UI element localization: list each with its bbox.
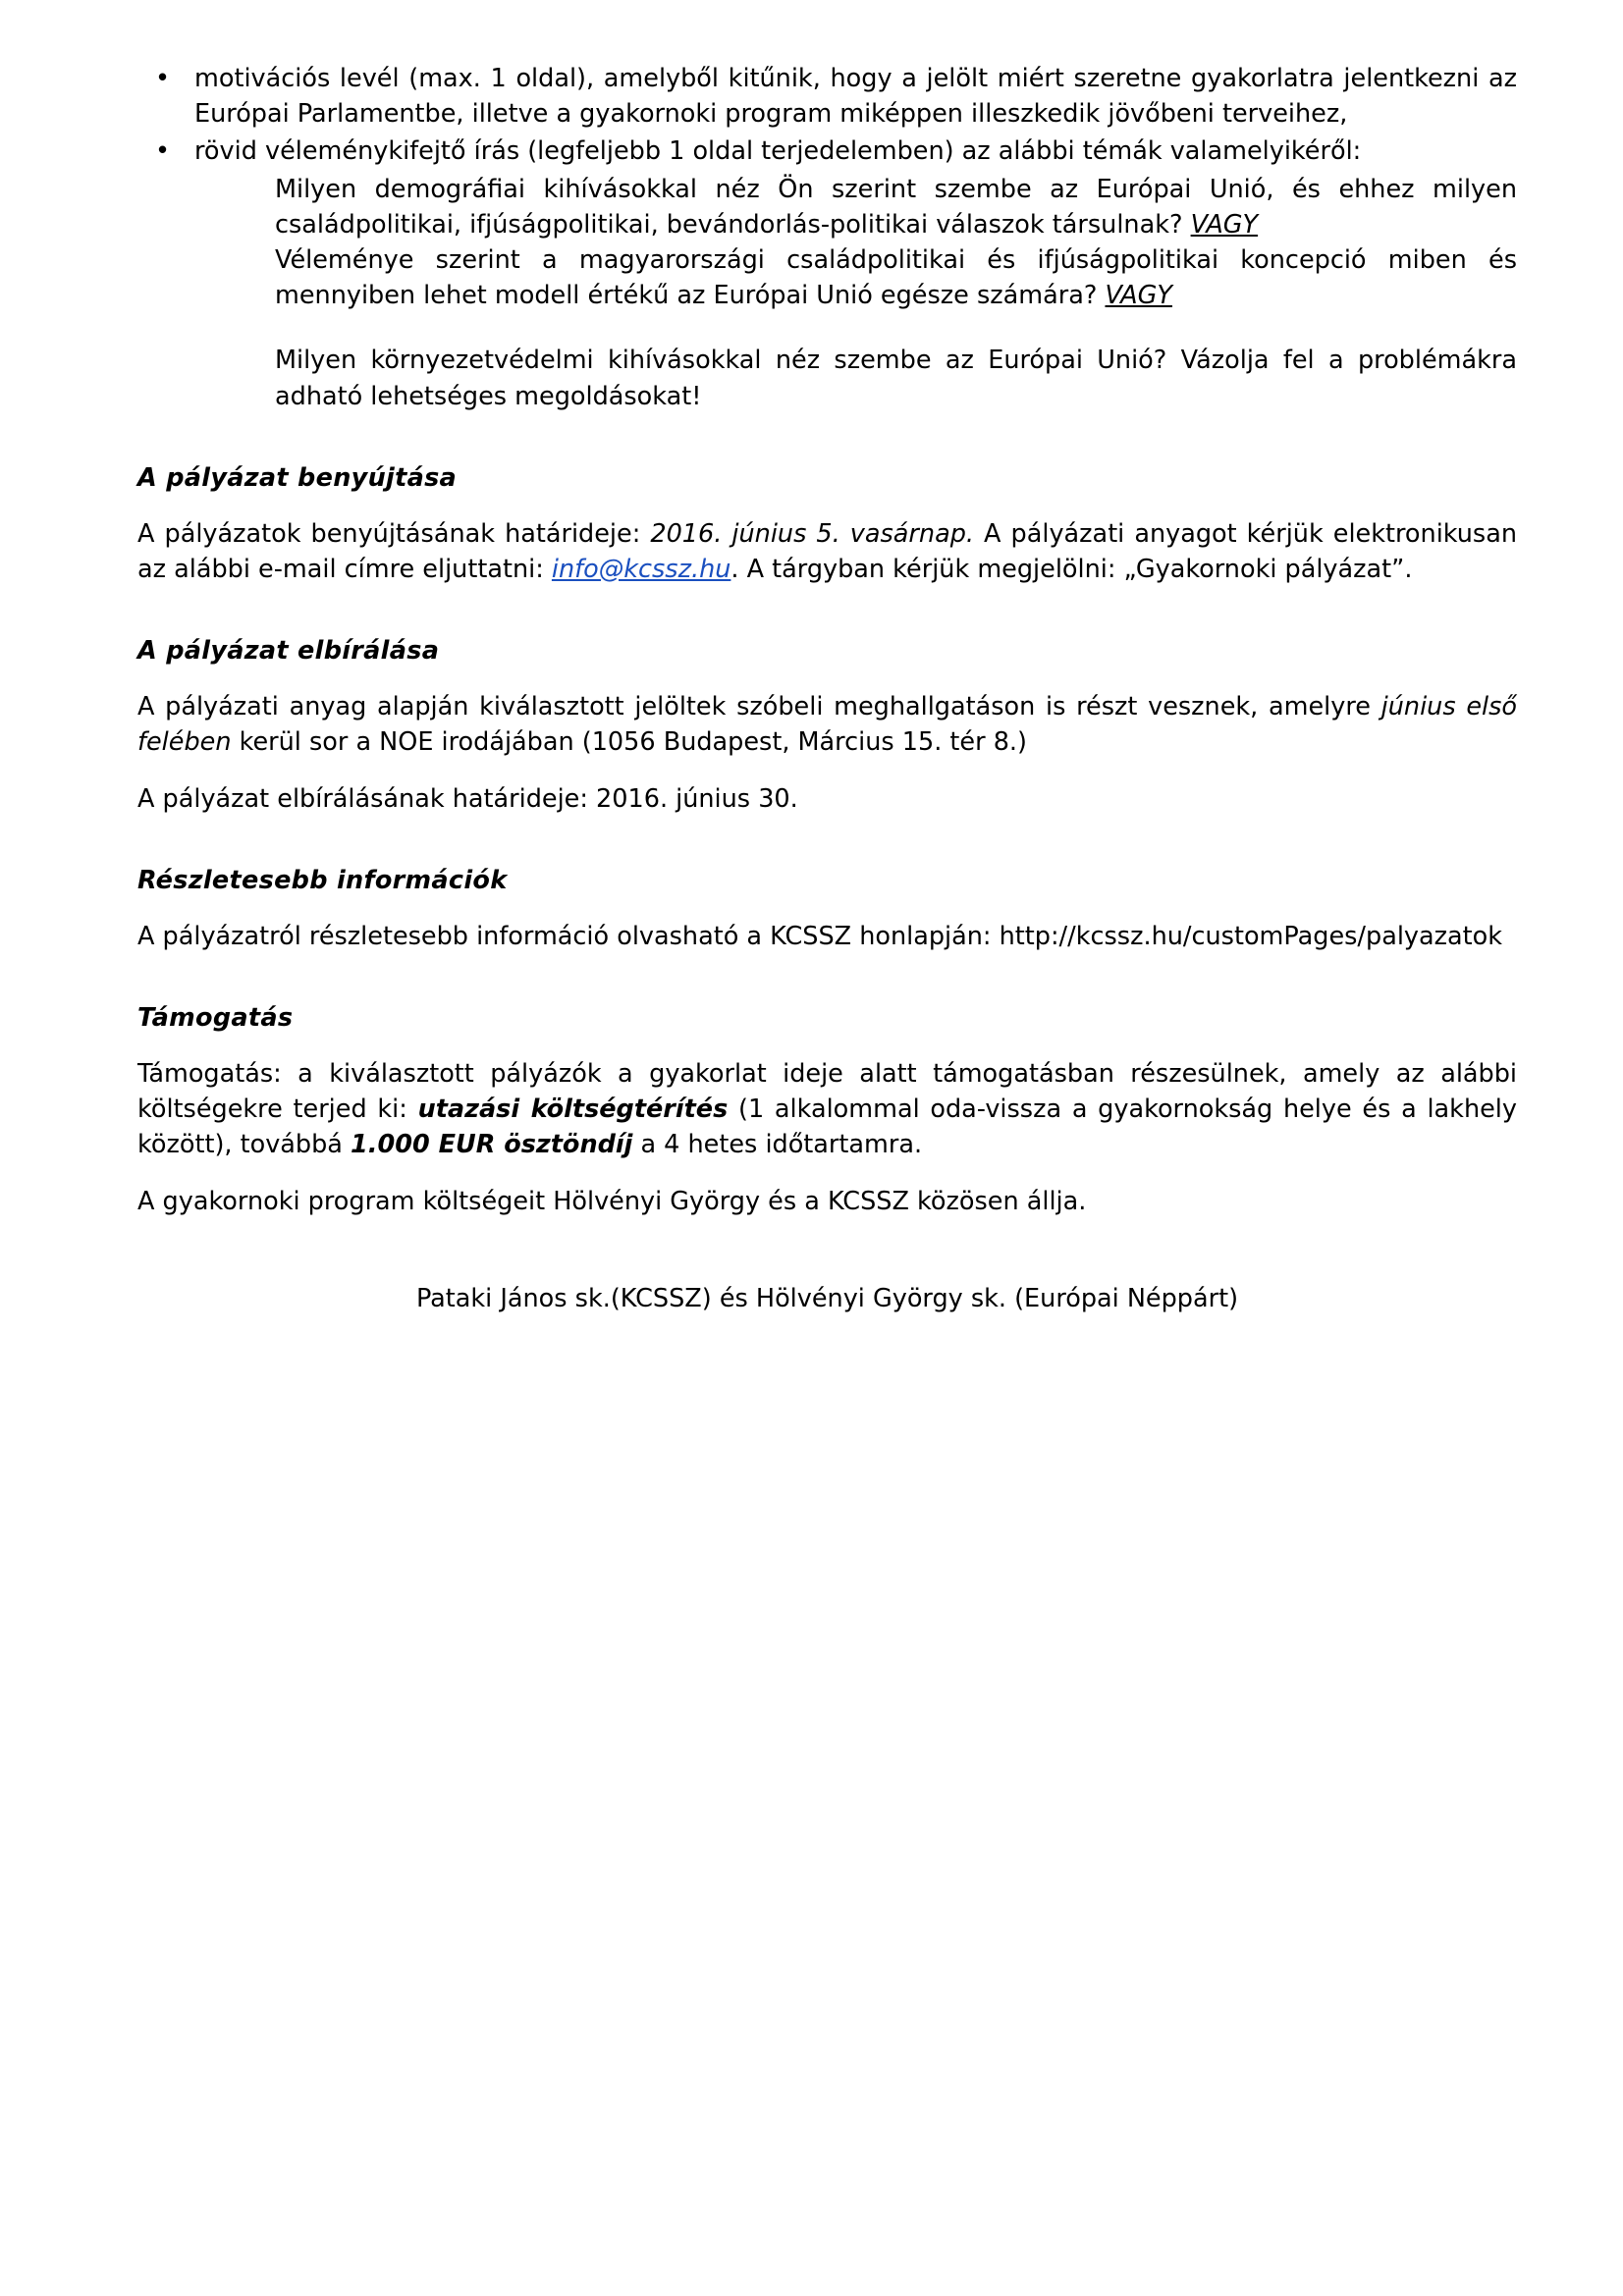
text-run: A pályázatról részletesebb információ olvasható a KCSSZ honlapján: http://kcssz.hu/customPages/palyazatok (137, 921, 1502, 951)
text-run: A pályázat elbírálásának határideje: 2016. június 30. (137, 784, 798, 815)
requirements-list (137, 61, 1517, 170)
list-item (137, 61, 1517, 132)
text-run: a 4 hetes időtartamra. (632, 1130, 923, 1160)
text-run: A pályázatok benyújtásának határideje: (137, 518, 651, 549)
topic-text: Milyen demográfiai kihívásokkal néz Ön szerint szembe az Európai Unió, és ehhez milyen családpolitikai, ifjúságpolitikai, bevándorlás-politikai válaszok társulnak? (275, 174, 1517, 240)
text-run: Támogatás: a kiválasztott pályázók a gyakorlat ideje alatt támogatásban részesülnek, amely az alábbi költségekre terjed ki: (137, 1058, 1517, 1124)
paragraph-evaluation-2 (137, 781, 1517, 817)
bullet-dot: • (155, 136, 171, 167)
requirement-text: motivációs levél (max. 1 oldal), amelyből kitűnik, hogy a jelölt miért szeretne gyakorlatra jelentkezni az Európai Parlamentbe, illetve a gyakornoki program miképpen illeszkedik jövőbeni terveihez, (194, 64, 1517, 130)
bullet-dot: • (155, 64, 171, 93)
scholarship-highlight: 1.000 EUR ösztöndíj (351, 1130, 633, 1160)
travel-cost-highlight: utazási költségtérítés (417, 1095, 729, 1124)
interview-period: június első felében (137, 691, 1517, 757)
requirement-text: rövid véleménykifejtő írás (legfeljebb 1 oldal terjedelemben) az alábbi témák valamelyikéről: (194, 136, 1362, 167)
paragraph-submission (137, 516, 1517, 587)
section-heading-support: Támogatás (137, 1003, 294, 1034)
paragraph-support-1 (137, 1056, 1517, 1163)
topic-text: Milyen környezetvédelmi kihívásokkal néz szembe az Európai Unió? Vázolja fel a problémákra adható lehetséges megoldásokat! (275, 346, 1517, 411)
topic-option-2 (137, 242, 1517, 313)
paragraph-evaluation-1 (137, 689, 1517, 760)
section-heading-evaluation: A pályázat elbírálása (137, 635, 440, 666)
section-heading-submission: A pályázat benyújtása (137, 462, 458, 493)
list-item (137, 133, 1517, 169)
text-run: kerül sor a NOE irodájában (1056 Budapest, Március 15. tér 8.) (231, 726, 1027, 757)
paragraph-support-2 (137, 1184, 1517, 1219)
paragraph-more-info (137, 919, 1517, 954)
topic-alternative-label: VAGY (1105, 281, 1172, 311)
topic-alternative-label: VAGY (1190, 209, 1259, 240)
deadline-date: 2016. június 5. vasárnap. (650, 518, 974, 549)
topic-option-1 (137, 172, 1517, 242)
topic-text: Véleménye szerint a magyarországi családpolitikai és ifjúságpolitikai koncepció miben és mennyiben lehet modell értékű az Európai Unió egésze számára? (275, 245, 1517, 311)
text-run: (1 alkalommal oda-vissza a gyakornokság helye és a lakhely között), továbbá (137, 1095, 1517, 1160)
text-run: . A tárgyban kérjük megjelölni: „Gyakornoki pályázat”. (730, 554, 1413, 584)
topic-option-3 (137, 343, 1517, 413)
text-run: A pályázati anyag alapján kiválasztott jelöltek szóbeli meghallgatáson is részt vesznek, amelyre (137, 691, 1381, 721)
text-run: A gyakornoki program költségeit Hölvényi György és a KCSSZ közösen állja. (137, 1187, 1087, 1217)
section-heading-more-info: Részletesebb információk (137, 866, 508, 896)
email-link[interactable]: info@kcssz.hu (551, 554, 731, 584)
text-run: A pályázati anyagot kérjük elektronikusan az alábbi e-mail címre eljuttatni: (137, 518, 1517, 584)
signature-block: Pataki János sk.(KCSSZ) és Hölvényi György sk. (Európai Néppárt) (415, 1283, 1239, 1313)
